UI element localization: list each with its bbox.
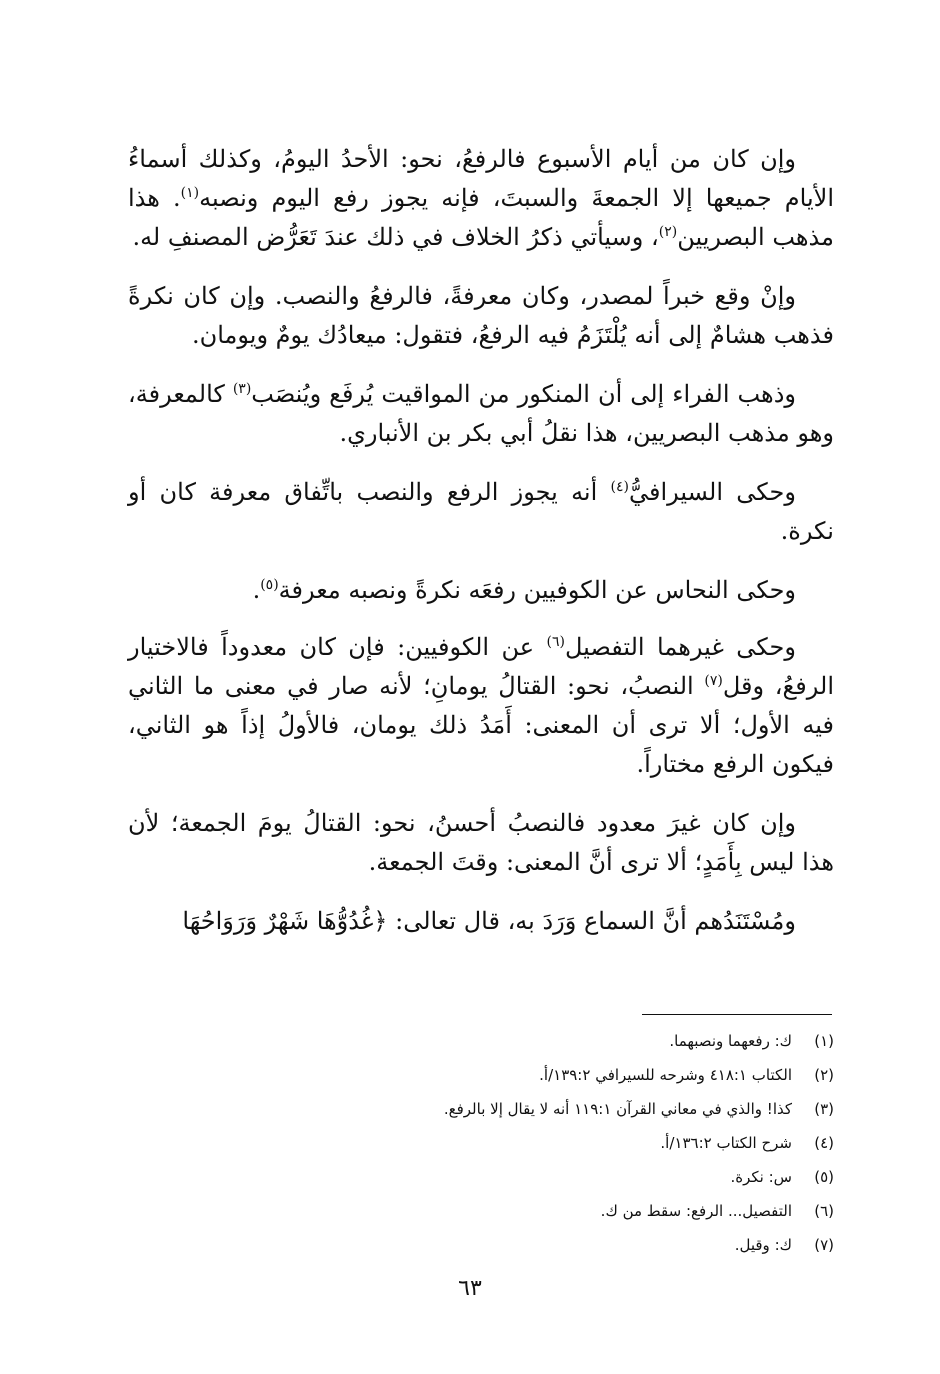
footnote (128, 1194, 834, 1228)
paragraph-2 (128, 277, 834, 355)
paragraph-6-text-b: عن الكوفيين: فإن كان معدوداً فالاختيار الرفعُ، وقل (128, 633, 834, 700)
footnote-text: س: نكرة. (730, 1168, 792, 1186)
main-text (128, 140, 834, 961)
footnote-number: (٥) (814, 1168, 834, 1186)
footnote-text: ك: رفعهما ونصبهما. (669, 1032, 792, 1050)
footnote-text: ك: وقيل. (734, 1236, 792, 1254)
paragraph-6-text-a: وحكى غيرهما التفصيل (564, 633, 796, 661)
footnote-number: (٦) (814, 1202, 834, 1220)
footnote-ref-2: (٢) (658, 224, 678, 240)
footnote (128, 1024, 834, 1058)
footnote (128, 1160, 834, 1194)
paragraph-4-text-b: أنه يجوز الرفع والنصب باتِّفاق معرفة كان أو نكرة. (128, 478, 834, 545)
paragraph-8 (128, 902, 834, 941)
footnote-ref-3: (٣) (232, 381, 252, 397)
paragraph-4-text-a: وحكى السيرافيُّ (629, 478, 796, 506)
paragraph-1 (128, 140, 834, 257)
paragraph-6 (128, 628, 834, 784)
footnote (128, 1126, 834, 1160)
footnote-number: (٧) (814, 1236, 834, 1254)
footnote-ref-4: (٤) (610, 479, 630, 495)
footnote-text: كذا! والذي في معاني القرآن ١١٩:١ أنه لا يقال إلا بالرفع. (443, 1100, 792, 1118)
paragraph-1-text-b: . هذا مذهب البصريين (128, 184, 834, 251)
footnote-number: (٤) (814, 1134, 834, 1152)
paragraph-4 (128, 473, 834, 551)
footnote-number: (٢) (814, 1066, 834, 1084)
paragraph-6-text-c: النصبُ، نحو: القتالُ يومانِ؛ لأنه صار في معنى ما الثاني فيه الأول؛ ألا ترى أن المعنى: أَمَدُ ذلك يومان، فالأولُ إذاً هو الثاني، فيكون الرفع مختاراً. (128, 672, 834, 778)
footnote-ref-1: (١) (180, 185, 200, 201)
paragraph-7-text: وإن كان غيرَ معدود فالنصبُ أحسنُ، نحو: القتالُ يومَ الجمعة؛ لأن هذا ليس بِأَمَدٍ؛ ألا ترى أنَّ المعنى: وقتَ الجمعة. (128, 809, 834, 876)
footnote-ref-6: (٦) (546, 634, 565, 650)
footnote-text: الكتاب ٤١٨:١ وشرحه للسيرافي ١٣٩:٢/أ. (539, 1066, 792, 1084)
footnote (128, 1058, 834, 1092)
paragraph-5-text-a: وحكى النحاس عن الكوفيين رفعَه نكرةً ونصبه معرفة (278, 576, 796, 604)
paragraph-1-text-a: وإن كان من أيام الأسبوع فالرفعُ، نحو: الأحدُ اليومُ، وكذلك أسماءُ الأيام جميعها إلا الجمعةَ والسبتَ، فإنه يجوز رفع اليوم ونصبه (128, 145, 834, 212)
footnote-number: (٣) (814, 1100, 834, 1118)
paragraph-3 (128, 375, 834, 453)
paragraph-5-text-b: . (252, 576, 261, 604)
paragraph-7 (128, 804, 834, 882)
page-number: ٦٣ (458, 1276, 482, 1301)
footnote-text: شرح الكتاب ١٣٦:٢/أ. (660, 1134, 792, 1152)
footnotes (128, 1024, 834, 1262)
paragraph-2-text: وإنْ وقع خبراً لمصدر، وكان معرفةً، فالرفعُ والنصب. وإن كان نكرةً فذهب هشامٌ إلى أنه يُلْتَزَمُ فيه الرفعُ، فتقول: ميعادُك يومٌ ويومان. (128, 282, 834, 349)
paragraph-1-text-c: ، وسيأتي ذكرُ الخلاف في ذلك عندَ تَعَرُّض المصنفِ له. (132, 223, 659, 251)
footnote-text: التفصيل... الرفع: سقط من ك. (600, 1202, 792, 1220)
footnote-ref-7: (٧) (704, 673, 723, 689)
paragraph-8-text: ومُسْتَنَدُهم أنَّ السماع وَرَدَ به، قال تعالى: ﴿غُدُوُّهَا شَهْرٌ وَرَوَاحُهَا (182, 907, 796, 935)
paragraph-5 (128, 571, 834, 610)
paragraph-3-text-a: وذهب الفراء إلى أن المنكور من المواقيت يُرفَع ويُنصَب (251, 380, 796, 408)
footnote-ref-5: (٥) (260, 577, 279, 593)
footnote-divider (642, 1014, 832, 1015)
footnote (128, 1092, 834, 1126)
footnote-number: (١) (814, 1032, 834, 1050)
paragraph-3-text-b: كالمعرفة، وهو مذهب البصريين، هذا نقلُ أبي بكر بن الأنباري. (128, 380, 834, 447)
footnote (128, 1228, 834, 1262)
